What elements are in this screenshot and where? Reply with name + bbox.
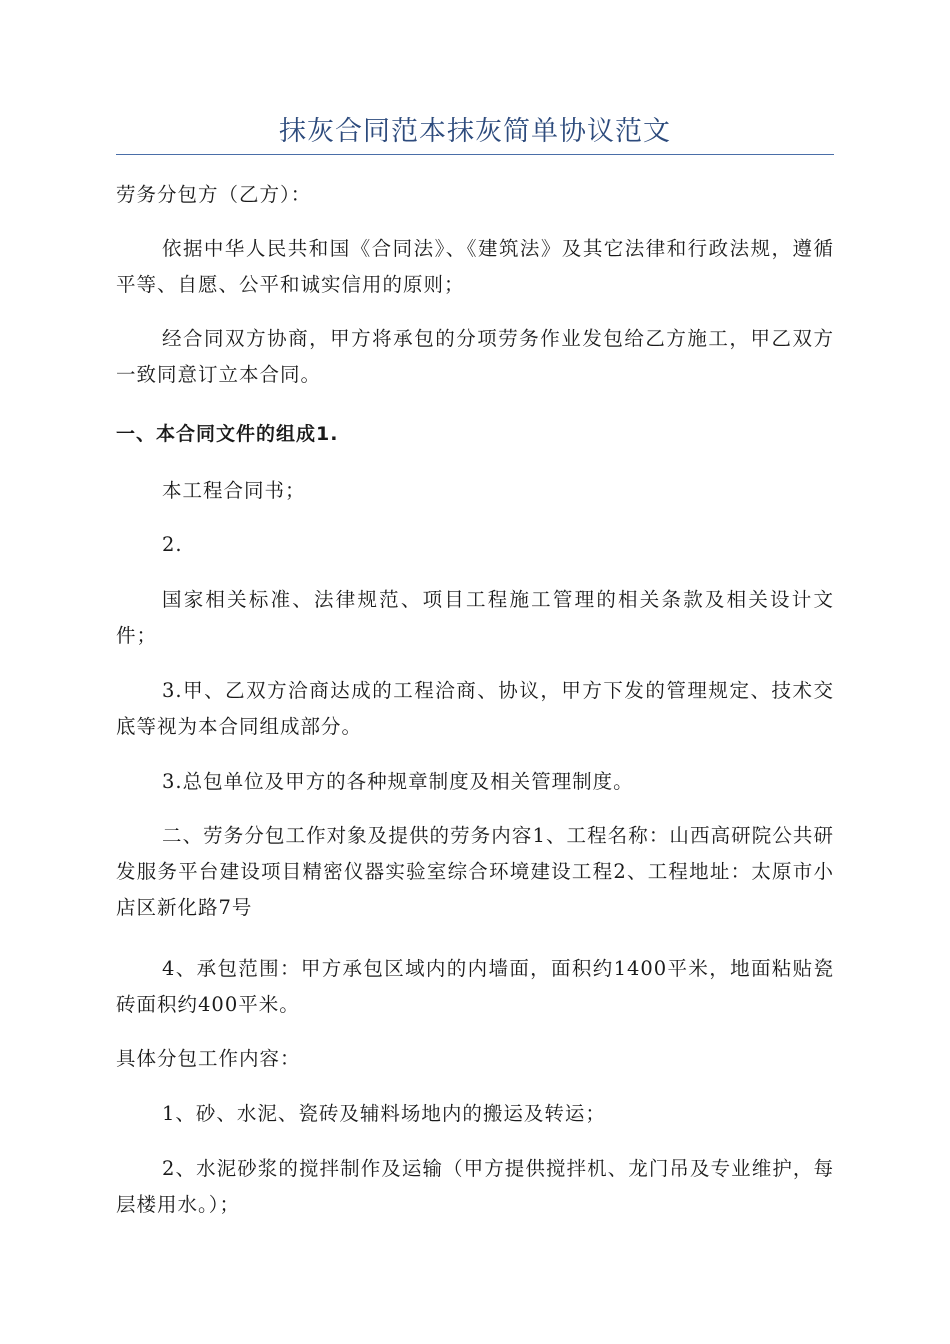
paragraph-item-contract: 本工程合同书； [162,479,306,502]
title-underline [116,154,834,155]
paragraph-party-b: 劳务分包方（乙方）： [116,183,312,206]
paragraph-negotiation: 3.甲、乙双方洽商达成的工程洽商、协议，甲方下发的管理规定、技术交底等视为本合同组成部分。 [116,679,834,738]
section-heading-1: 一、本合同文件的组成1. [116,423,339,445]
paragraph-legal-basis: 依据中华人民共和国《合同法》、《建筑法》及其它法律和行政法规，遵循平等、自愿、公平和诚实信用的原则； [116,237,834,296]
paragraph-regulations: 3.总包单位及甲方的各种规章制度及相关管理制度。 [162,770,634,793]
paragraph-work-content: 具体分包工作内容： [116,1047,301,1070]
paragraph-work-item-2: 2、水泥砂浆的搅拌制作及运输（甲方提供搅拌机、龙门吊及专业维护，每层楼用水。）； [116,1157,834,1216]
paragraph-scope-project: 二、劳务分包工作对象及提供的劳务内容1、工程名称：山西高研院公共研发服务平台建设项目精密仪器实验室综合环境建设工程2、工程地址：太原市小店区新化路7号 [116,824,834,919]
paragraph-item-2: 2. [162,533,183,556]
paragraph-agreement: 经合同双方协商，甲方将承包的分项劳务作业发包给乙方施工，甲乙双方一致同意订立本合同。 [116,327,834,386]
paragraph-contract-range: 4、承包范围：甲方承包区域内的内墙面，面积约1400平米，地面粘贴瓷砖面积约400平米。 [116,957,834,1016]
paragraph-standards: 国家相关标准、法律规范、项目工程施工管理的相关条款及相关设计文件； [116,588,834,647]
paragraph-work-item-1: 1、砂、水泥、瓷砖及辅料场地内的搬运及转运； [162,1102,606,1125]
document-title: 抹灰合同范本抹灰简单协议范文 [279,116,671,147]
